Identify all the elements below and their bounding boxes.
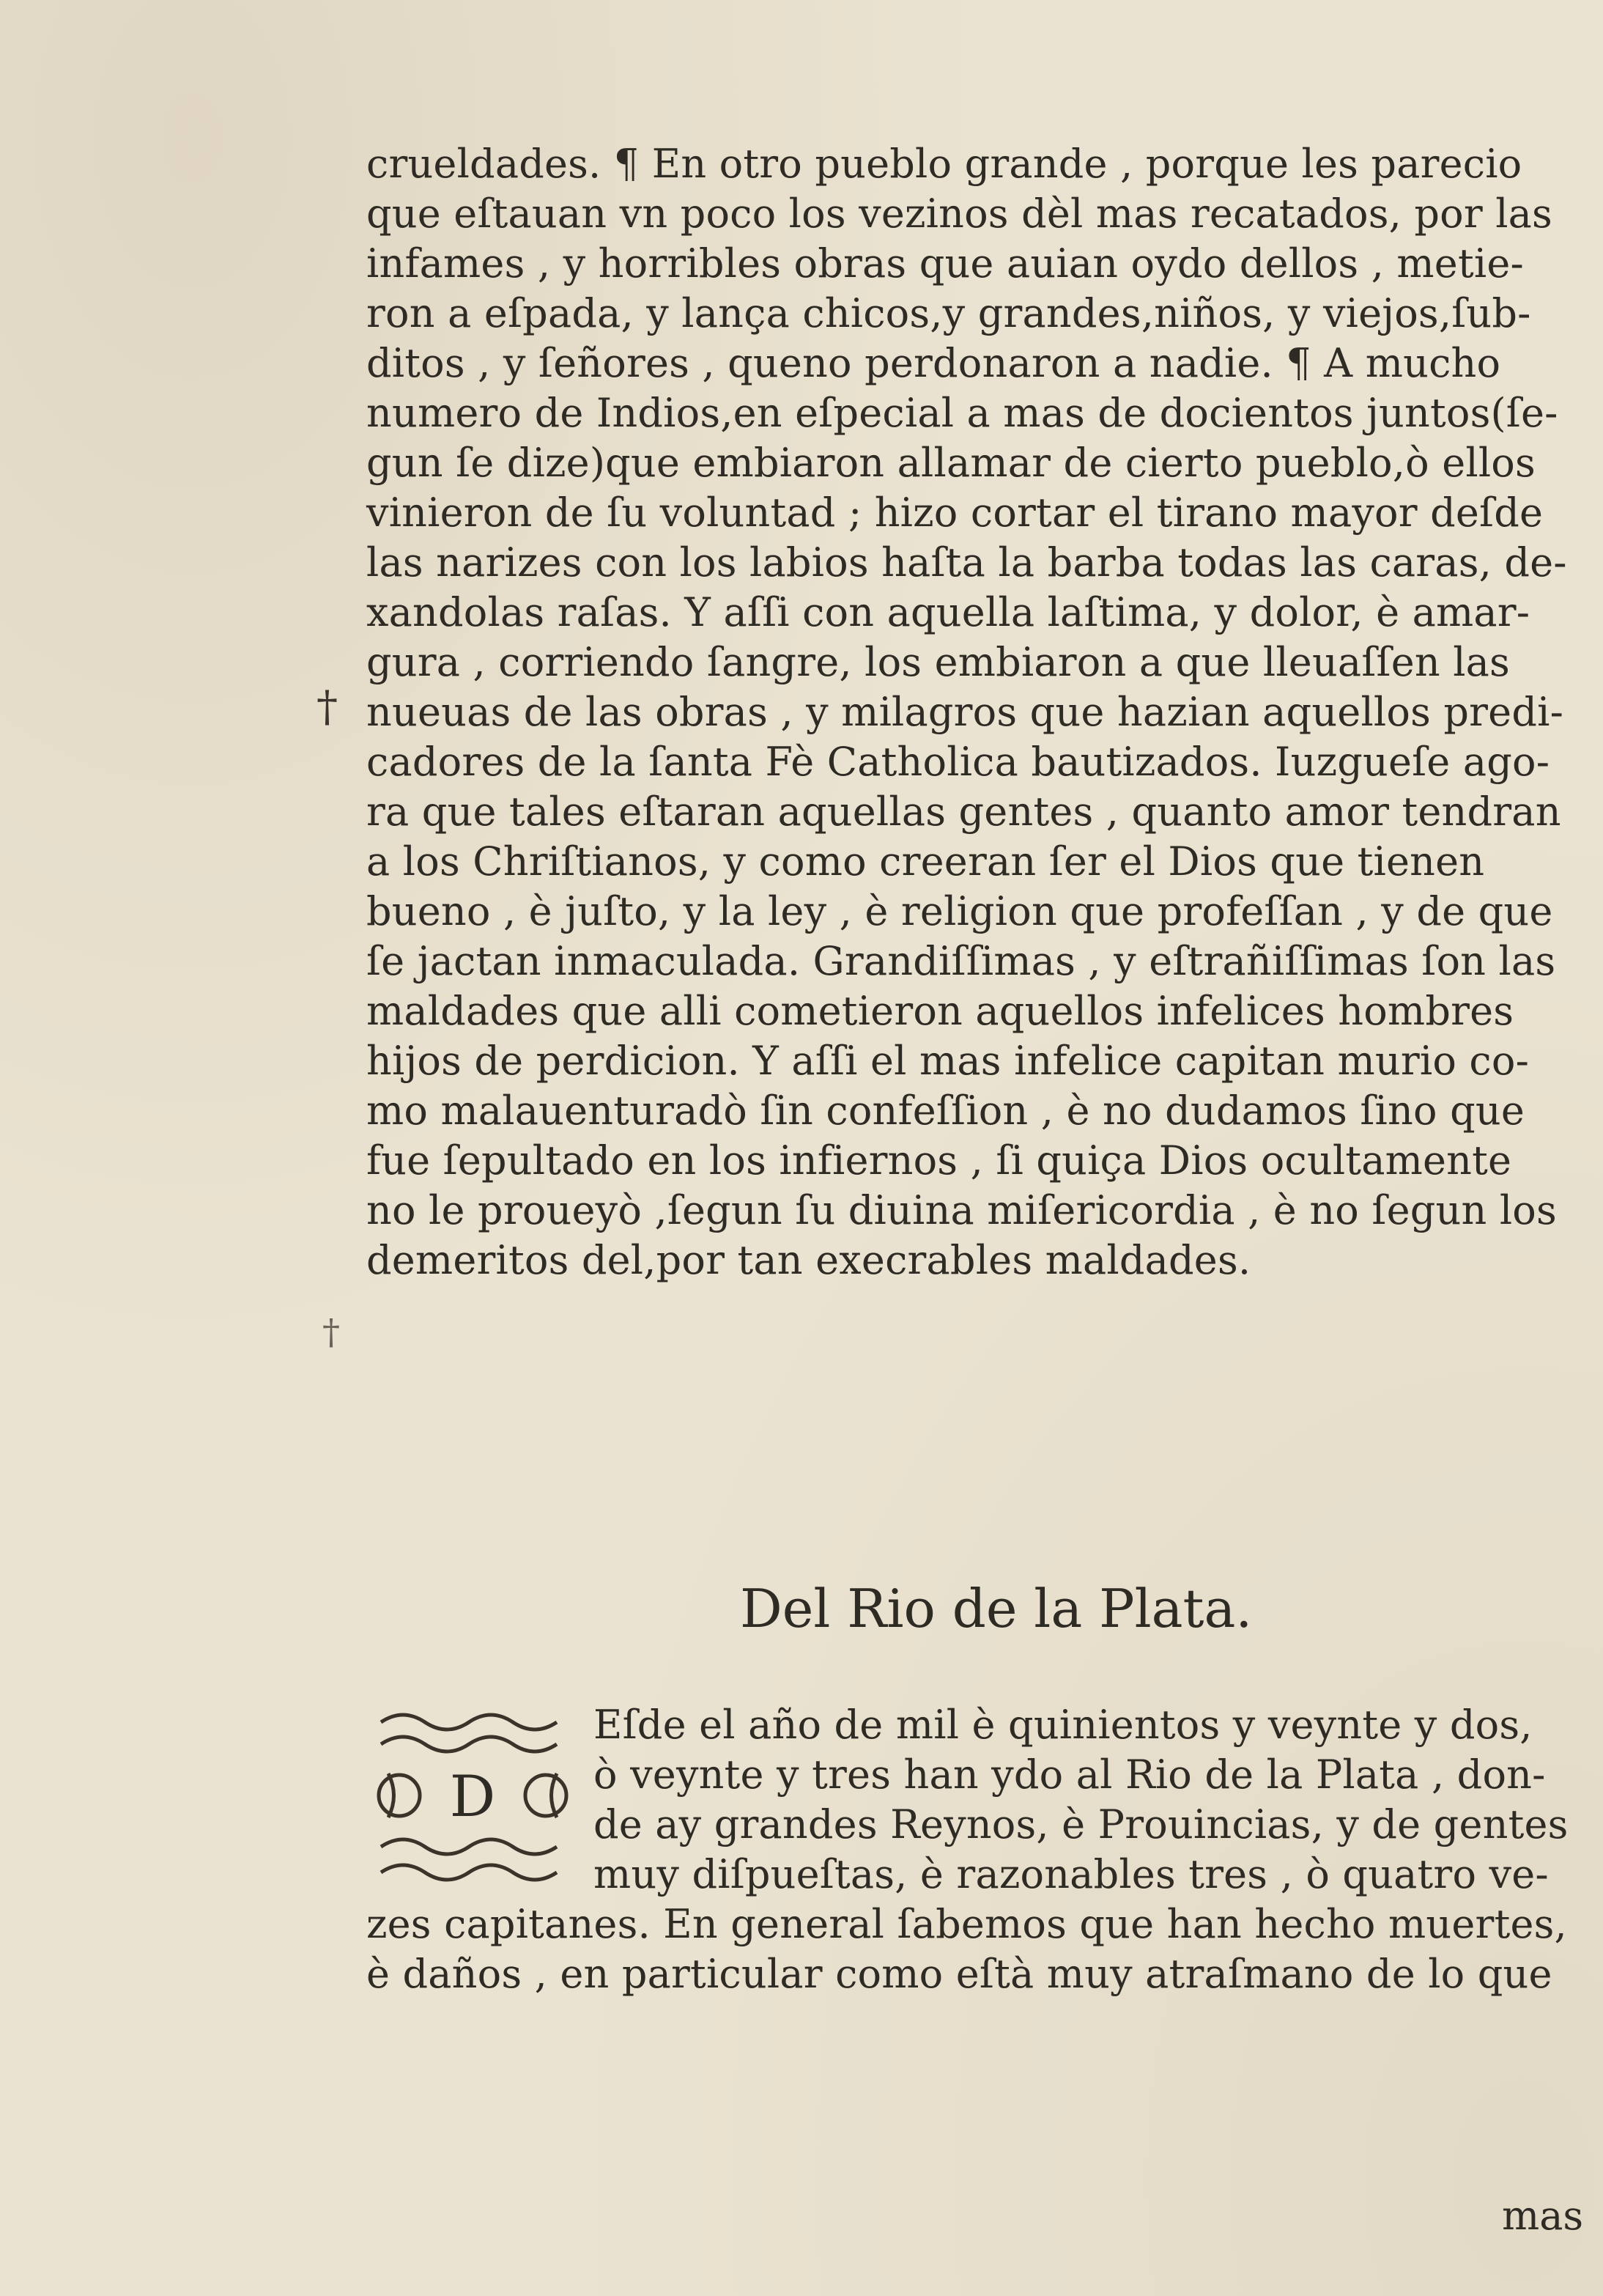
text-line: ra que tales eſtaran aquellas gentes , quanto amor tendran [366,789,1561,835]
text-line: Eſde el año de mil è quinientos y veynte y dos, [593,1702,1533,1748]
text-line: fue ſepultado en los infiernos , ſi quiça Dios ocultamente [366,1137,1512,1184]
drop-cap-letter: D [449,1764,496,1830]
text-line: ò veynte y tres han ydo al Rio de la Plata , don- [593,1751,1546,1798]
text-line: bueno , è juſto, y la ley , è religion que profeſſan , y de que [366,888,1553,934]
text-line: maldades que alli cometieron aquellos infelices hombres [366,988,1514,1034]
text-line: xandolas raſas. Y aſſi con aquella laſtima, y dolor, è amar- [366,589,1530,635]
ornamental-drop-cap [374,1708,571,1883]
text-line: infames , y horribles obras que auian oydo dellos , metie- [366,240,1524,287]
text-line: no le proueyò ,ſegun ſu diuina miſericordia , è no ſegun los [366,1187,1557,1233]
text-line: mo malauenturadò ſin confeſſion , è no dudamos ſino que [366,1088,1525,1134]
second-paragraph-indented [593,1700,1597,1900]
second-paragraph-full [366,1900,1597,1999]
text-line: gura , corriendo ſangre, los embiaron a que lleuaſſen las [366,639,1510,685]
text-line: numero de Indios,en eſpecial a mas de docientos juntos(ſe- [366,390,1558,436]
text-line: gun ſe dize)que embiaron allamar de cierto pueblo,ò ellos [366,440,1536,486]
text-line: ſe jactan inmaculada. Grandiſſimas , y eſtrañiſſimas ſon las [366,938,1556,984]
text-line: è daños , en particular como eſtà muy atraſmano de lo que [366,1951,1552,1997]
margin-dagger-1: † [316,682,338,731]
text-line: a los Chriſtianos, y como creeran ſer el Dios que tienen [366,838,1485,885]
text-line: las narizes con los labios haſta la barba todas las caras, de- [366,539,1567,586]
text-line: de ay grandes Reynos, è Prouincias, y de gentes [593,1801,1569,1847]
text-line: vinieron de ſu voluntad ; hizo cortar el tirano mayor deſde [366,490,1544,536]
section-heading: Del Rio de la Plata. [740,1578,1253,1639]
text-line: hijos de perdicion. Y aſſi el mas infelice capitan murio co- [366,1038,1530,1084]
text-line: zes capitanes. En general ſabemos que han hecho muertes, [366,1901,1567,1947]
text-line: crueldades. ¶ En otro pueblo grande , porque les parecio [366,141,1522,187]
margin-dagger-2: † [322,1312,340,1353]
text-line: cadores de la ſanta Fè Catholica bautizados. Iuzgueſe ago- [366,739,1550,785]
text-line: ditos , y ſeñores , queno perdonaron a nadie. ¶ A mucho [366,340,1501,386]
text-line: demeritos del,por tan execrables maldades. [366,1237,1251,1283]
text-line: nueuas de las obras , y milagros que hazian aquellos predi- [366,689,1564,735]
catchword: mas [1502,2193,1584,2239]
main-paragraph [366,139,1597,1285]
text-line: ron a eſpada, y lança chicos,y grandes,niños, y viejos,ſub- [366,290,1531,336]
text-line: que eſtauan vn poco los vezinos dèl mas recatados, por las [366,191,1552,237]
text-line: muy diſpueſtas, è razonables tres , ò quatro ve- [593,1851,1549,1897]
